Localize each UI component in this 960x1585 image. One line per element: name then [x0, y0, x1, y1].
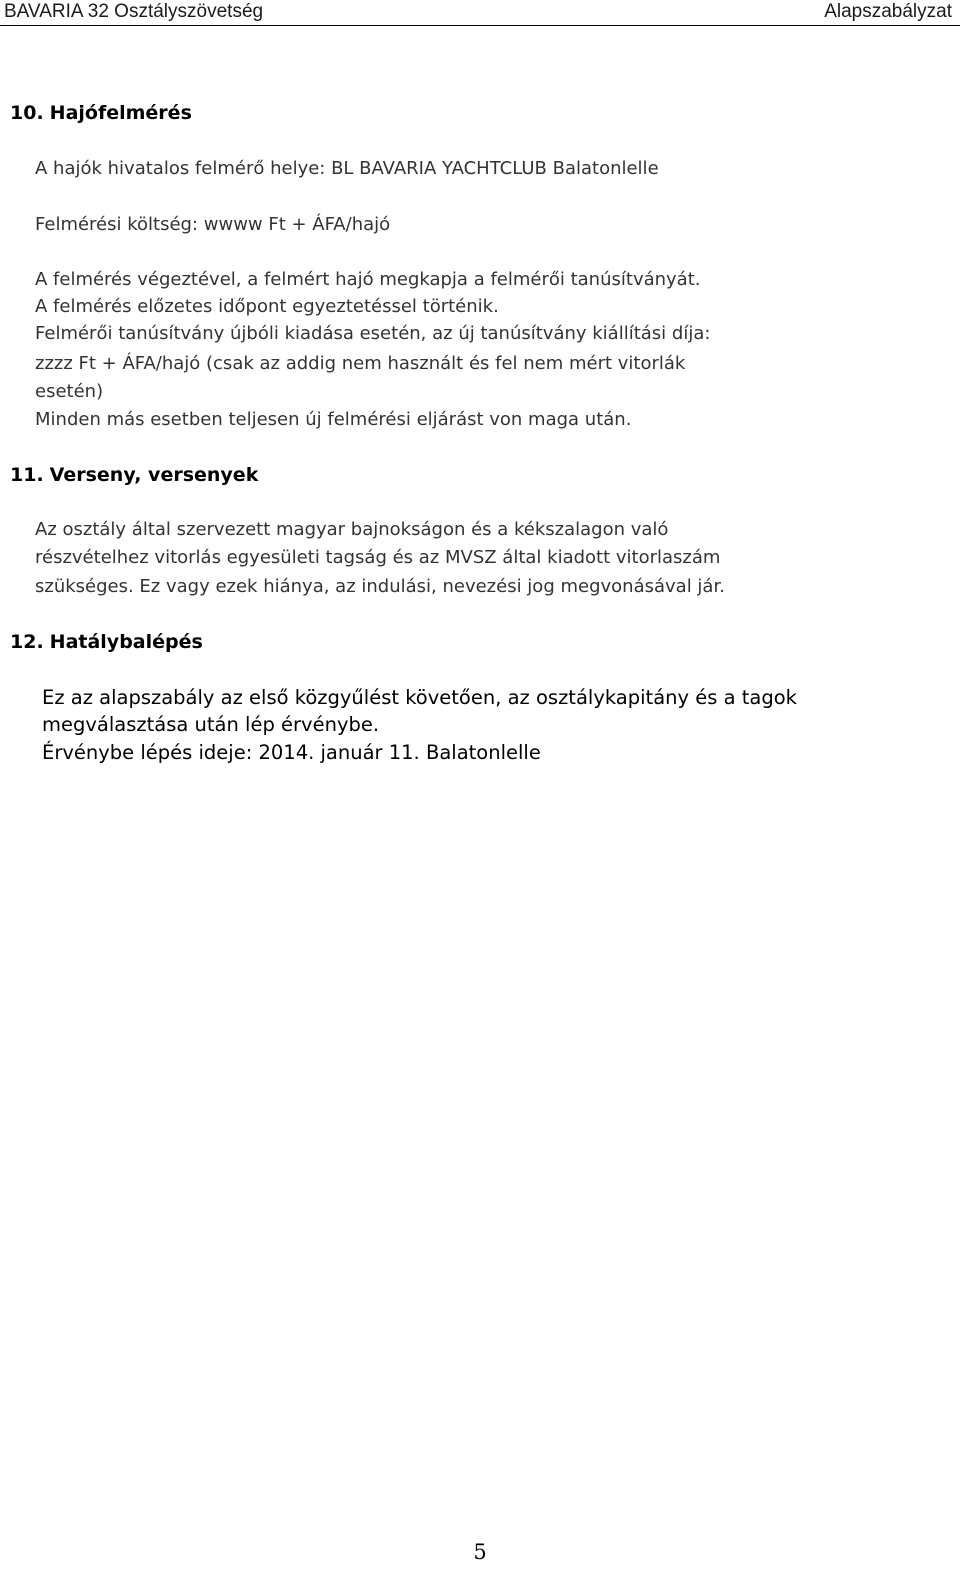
paragraph-line: A hajók hivatalos felmérő helye: BL BAVARIA YACHTCLUB Balatonlelle	[35, 158, 659, 179]
section-heading-10	[10, 99, 192, 127]
page-number: 5	[473, 1540, 487, 1564]
paragraph-line: esetén)	[35, 381, 104, 402]
paragraph-line: Felmérői tanúsítvány újbóli kiadása esetén, az új tanúsítvány kiállítási díja:	[35, 323, 711, 344]
paragraph-line: Ez az alapszabály az első közgyűlést követően, az osztálykapitány és a tagok	[42, 686, 797, 709]
paragraph-line: Érvénybe lépés ideje: 2014. január 11. Balatonlelle	[42, 741, 541, 764]
header-right-text: Alapszabályzat	[824, 1, 952, 22]
paragraph-line: megválasztása után lép érvénybe.	[42, 713, 380, 736]
section-number: 12.	[10, 631, 44, 653]
paragraph-line: A felmérés előzetes időpont egyeztetéssel történik.	[35, 296, 499, 317]
section-title: Hatálybalépés	[49, 631, 203, 653]
paragraph-line: Minden más esetben teljesen új felmérési eljárást von maga után.	[35, 409, 632, 430]
section-heading-12	[10, 628, 203, 656]
section-number: 10.	[10, 102, 44, 124]
paragraph-line: A felmérés végeztével, a felmért hajó megkapja a felmérői tanúsítványát.	[35, 269, 701, 290]
paragraph-line: Felmérési költség: wwww Ft + ÁFA/hajó	[35, 214, 391, 235]
header-left-text: BAVARIA 32 Osztályszövetség	[4, 1, 264, 22]
section-title: Verseny, versenyek	[49, 464, 259, 486]
section-heading-11	[10, 461, 258, 489]
paragraph-line: zzzz Ft + ÁFA/hajó (csak az addig nem használt és fel nem mért vitorlák	[35, 353, 686, 374]
section-number: 11.	[10, 464, 44, 486]
paragraph-line: Az osztály által szervezett magyar bajnokságon és a kékszalagon való	[35, 519, 669, 540]
paragraph-line: részvételhez vitorlás egyesületi tagság és az MVSZ által kiadott vitorlaszám	[35, 547, 721, 568]
page-header	[0, 0, 960, 26]
section-title: Hajófelmérés	[49, 102, 192, 124]
paragraph-line: szükséges. Ez vagy ezek hiánya, az indulási, nevezési jog megvonásával jár.	[35, 576, 725, 597]
header-divider	[0, 25, 960, 26]
